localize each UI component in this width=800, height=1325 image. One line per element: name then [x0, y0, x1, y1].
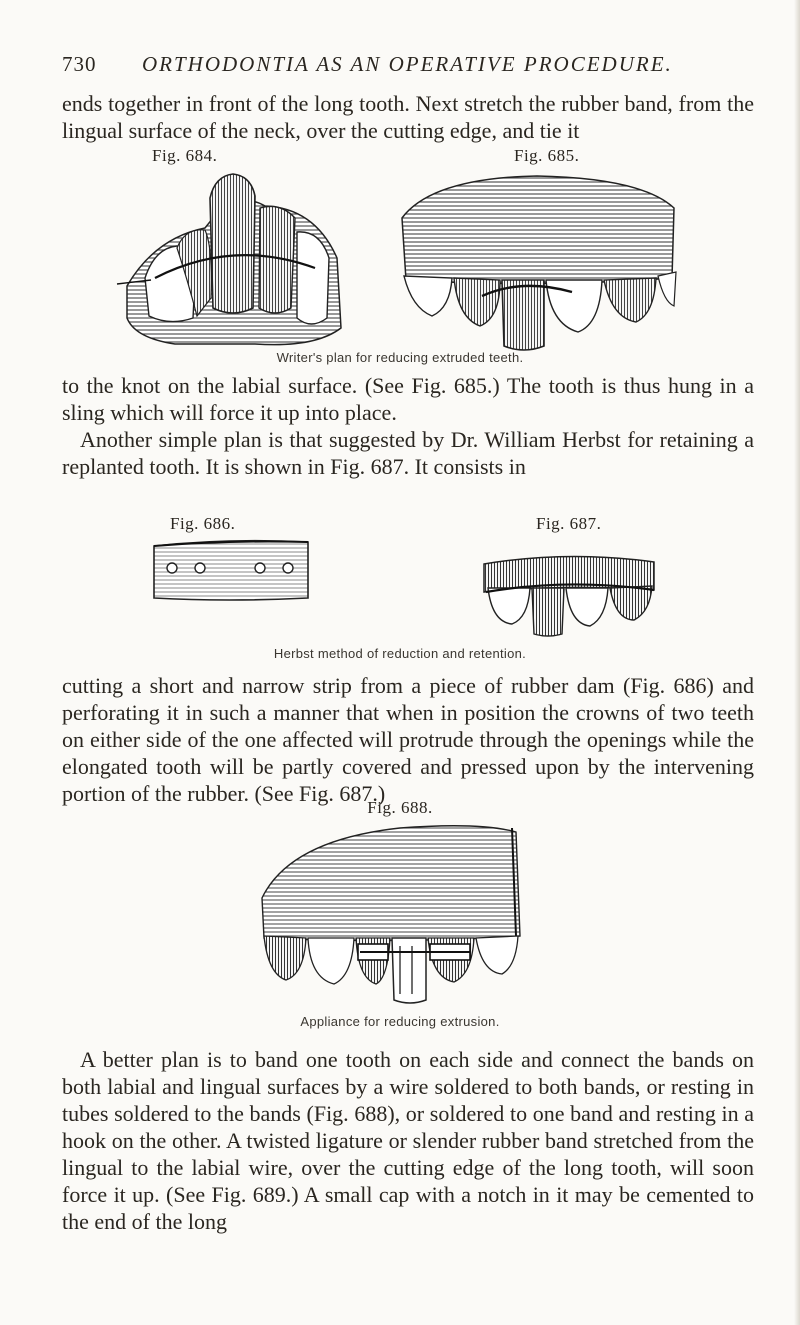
page-number: 730: [62, 52, 97, 76]
paragraph-4: cutting a short and narrow strip from a piece of rubber dam (Fig. 686) and perforating it in such a manner that when in position the crowns of two teeth on either side of the one affected will protrude through the openings while the elongated tooth will be partly covered and pressed upon by the intervening portion of the rubber. (See Fig. 687.): [62, 673, 754, 806]
fig-686-illustration: [148, 534, 318, 606]
fig-685-illustration: [392, 168, 682, 360]
running-head: [62, 52, 762, 77]
paragraph-1: ends together in front of the long tooth. Next stretch the rubber band, from the lingual surface of the neck, over the cutting edge, and tie it: [62, 91, 754, 143]
fig-686-label: Fig. 686.: [170, 514, 236, 533]
fig-687-illustration: [478, 548, 658, 638]
fig-685-label: Fig. 685.: [514, 146, 580, 165]
caption-fig-684-685: Writer's plan for reducing extruded teeth.: [276, 350, 524, 365]
fig-687-label: Fig. 687.: [536, 514, 602, 533]
fig-684-illustration: [115, 168, 355, 360]
paragraph-3: Another simple plan is that suggested by Dr. William Herbst for retaining a replanted tooth. It is shown in Fig. 687. It consists in: [62, 427, 754, 479]
paragraph-2: to the knot on the labial surface. (See Fig. 685.) The tooth is thus hung in a sling which will force it up into place.: [62, 373, 754, 425]
running-title: ORTHODONTIA AS AN OPERATIVE PROCEDURE.: [142, 52, 673, 76]
paragraph-5: A better plan is to band one tooth on each side and connect the bands on both labial and lingual surfaces by a wire soldered to both bands, or resting in tubes soldered to the bands (Fig. 688), or soldered to one band and resting in a hook on the other. A twisted ligature or slender rubber band stretched from the lingual to the labial wire, over the cutting edge of the long tooth, will soon force it up. (See Fig. 689.) A small cap with a notch in it may be cemented to the end of the long: [62, 1047, 754, 1234]
caption-fig-686-687: Herbst method of reduction and retention.: [273, 646, 527, 661]
caption-fig-688: Appliance for reducing extrusion.: [300, 1014, 500, 1029]
fig-684-label: Fig. 684.: [152, 146, 218, 165]
page-edge-shadow: [794, 0, 800, 1325]
fig-688-illustration: [250, 818, 550, 1008]
fig-688-label: Fig. 688.: [367, 798, 433, 817]
